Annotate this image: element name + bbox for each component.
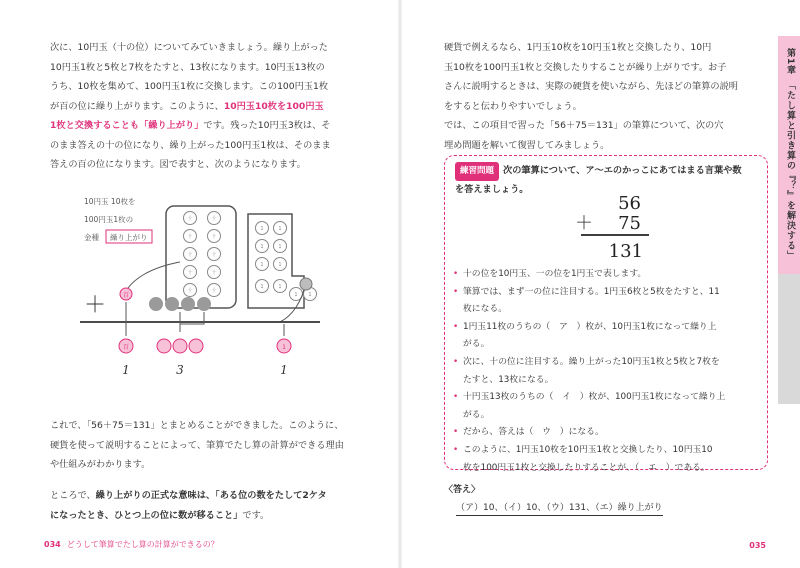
- text-line: 1枚と交換することも「繰り上がり」です。残った10円玉3枚は、そ: [50, 120, 331, 131]
- coin-label: 1: [260, 262, 264, 268]
- coin-label: 十: [187, 234, 193, 240]
- running-head: どうして筆算でたし算の計算ができるの？: [66, 540, 219, 549]
- coin-diagram: [70, 190, 330, 380]
- plus-operator: ＋: [575, 213, 593, 234]
- exercise-list: [453, 266, 761, 477]
- handwritten-note: 繰り上がり: [110, 233, 148, 242]
- list-item-continued: がる。: [463, 339, 490, 350]
- highlight-text: 10円玉10枚を100円玉: [223, 100, 324, 112]
- carried-coin-10: [149, 297, 163, 311]
- addend-bottom: 75: [618, 213, 641, 234]
- left-paragraph-1: [50, 38, 360, 175]
- left-paragraph-3: [50, 486, 360, 525]
- text-line: では、この項目で習った「56＋75＝131」の筆算について、次の穴: [444, 120, 724, 131]
- list-item: • 1円玉11枚のうちの（ ア ）枚が、10円玉1枚になって繰り上: [453, 319, 761, 337]
- bold-text: 繰り上がりの正式な意味は、「ある位の数をたして2ケタ: [95, 490, 327, 501]
- right-paragraph-1: [444, 38, 762, 155]
- coin-label: 十: [211, 216, 217, 222]
- text-line: 硬貨で例えるなら、1円玉10枚を10円玉1枚と交換したり、10円: [444, 42, 712, 53]
- coin-label: 1: [260, 244, 264, 250]
- coin-label: 十: [211, 270, 217, 276]
- text-line: 玉10枚を100円玉1枚と交換したりすることが繰り上がりです。お子: [444, 61, 727, 73]
- coin-label: 1: [260, 226, 264, 232]
- list-item-continued: がる。: [463, 409, 490, 420]
- page-number-left: 034 どうして筆算でたし算の計算ができるの？: [44, 540, 219, 549]
- result-digit: 1: [122, 363, 130, 377]
- text-line: 硬貨を使って説明することによって、筆算でたし算の計算ができる理由: [50, 439, 344, 451]
- svg-text:1: 1: [282, 344, 286, 351]
- text-line: ところで、繰り上がりの正式な意味は、「ある位の数をたして2ケタ: [50, 490, 327, 501]
- chapter-tab-label: 第1章 「たし算と引き算の『？』を解決する」: [785, 48, 795, 261]
- handwritten-note: 金種: [84, 233, 99, 242]
- addend-top: 56: [618, 193, 641, 214]
- carried-coin-10: [181, 297, 195, 311]
- list-item-continued: 枚を100円玉1枚と交換したりすることが、（ エ ）である。: [463, 462, 710, 473]
- list-item: • このように、1円玉10枚を10円玉1枚と交換したり、10円玉10: [453, 442, 761, 460]
- result-digit: 1: [280, 363, 288, 377]
- coin-label: 十: [187, 252, 193, 258]
- coin-label: 十: [187, 216, 193, 222]
- carried-coin-1: [300, 278, 312, 290]
- text-line: 次に、10円玉（十の位）についてみていきましょう。繰り上がった: [50, 42, 328, 53]
- svg-text:百: 百: [122, 344, 130, 351]
- exercise-box: [444, 155, 768, 473]
- exercise-title: 練習問題 次の筆算について、ア～エのかっこにあてはまる言葉や数 を答えましょう。: [455, 162, 755, 198]
- coin-label: 1: [294, 292, 298, 298]
- coin-label: 十: [211, 288, 217, 294]
- carried-coin-10: [165, 297, 179, 311]
- text-line: 埋め問題を解いて復習してみましょう。: [444, 139, 610, 151]
- coin-label: 1: [278, 244, 282, 250]
- right-page: [400, 0, 800, 568]
- coin-label: 1: [278, 262, 282, 268]
- text-line: うち、10枚を集めて、100円玉1枚に交換します。この100円玉1枚: [50, 81, 329, 92]
- text-line: のまま答えの十の位になり、繰り上がった100円玉1枚は、そのまま: [50, 139, 331, 151]
- exercise-badge: 練習問題: [455, 162, 499, 181]
- svg-text:百: 百: [122, 292, 130, 299]
- handwritten-note: 10円玉 10枚を: [84, 197, 136, 206]
- carried-coin-10: [197, 297, 211, 311]
- text-line: 10円玉1枚と5枚と7枚をたすと、13枚になります。10円玉13枚の: [50, 61, 325, 73]
- list-item: • 十円玉13枚のうちの（ イ ）枚が、100円玉1枚になって繰り上: [453, 389, 761, 407]
- text-line: になったとき、ひとつ上の位に数が移ること」です。: [50, 509, 270, 521]
- left-paragraph-2: [50, 416, 360, 475]
- plus-sign: ＋: [84, 293, 107, 318]
- coin-label: 1: [308, 292, 312, 298]
- coin-label: 十: [187, 288, 193, 294]
- bold-text: になったとき、ひとつ上の位に数が移ること」: [50, 509, 243, 521]
- list-item: • だから、答えは（ ウ ）になる。: [453, 424, 761, 442]
- tens-coins: [184, 212, 221, 297]
- coin-label: 十: [211, 252, 217, 258]
- list-item-continued: 枚になる。: [463, 304, 507, 315]
- column-addition: [563, 191, 663, 263]
- text-line: さんに説明するときは、実際の硬貨を使いながら、先ほどの筆算の説明: [444, 81, 738, 92]
- carry-arrow: [128, 262, 180, 288]
- result-coin-10: [173, 339, 187, 353]
- handwritten-note: 100円玉1枚の: [84, 215, 134, 224]
- answer-label: 〈答え〉: [444, 485, 481, 495]
- result-coin-10: [157, 339, 171, 353]
- list-item: • 十の位を10円玉、一の位を1円玉で表します。: [453, 266, 761, 284]
- result-coin-10: [189, 339, 203, 353]
- list-item: • 次に、十の位に注目する。繰り上がった10円玉1枚と5枚と7枚を: [453, 354, 761, 372]
- chapter-tab-inactive: [778, 274, 800, 404]
- coin-label: 十: [187, 270, 193, 276]
- answer-text: （ア）10、（イ）10、（ウ）131、（エ）繰り上がり: [456, 500, 663, 516]
- tens-coin-group: [166, 206, 236, 308]
- text-line: をすると伝わりやすいでしょう。: [444, 100, 582, 112]
- result-digit: 3: [176, 363, 184, 377]
- coin-label: 1: [278, 226, 282, 232]
- sum-result: 131: [608, 241, 643, 262]
- coin-label: 1: [260, 284, 264, 290]
- coin-label: 1: [278, 284, 282, 290]
- text-line: が百の位に繰り上がります。このように、10円玉10枚を100円玉: [50, 100, 324, 112]
- text-line: これで、「56＋75＝131」とまとめることができました。このように、: [50, 420, 344, 431]
- text-line: 答えの百の位になります。図で表すと、次のようになります。: [50, 159, 306, 170]
- coin-label: 十: [211, 234, 217, 240]
- page-number-right: 035: [749, 541, 766, 550]
- text-line: や仕組みがわかります。: [50, 459, 151, 470]
- highlight-text: 1枚と交換することも「繰り上がり」: [50, 120, 204, 131]
- list-item-continued: たすと、13枚になる。: [463, 374, 554, 385]
- list-item: • 筆算では、まず一の位に注目する。1円玉6枚と5枚をたすと、11: [453, 284, 761, 302]
